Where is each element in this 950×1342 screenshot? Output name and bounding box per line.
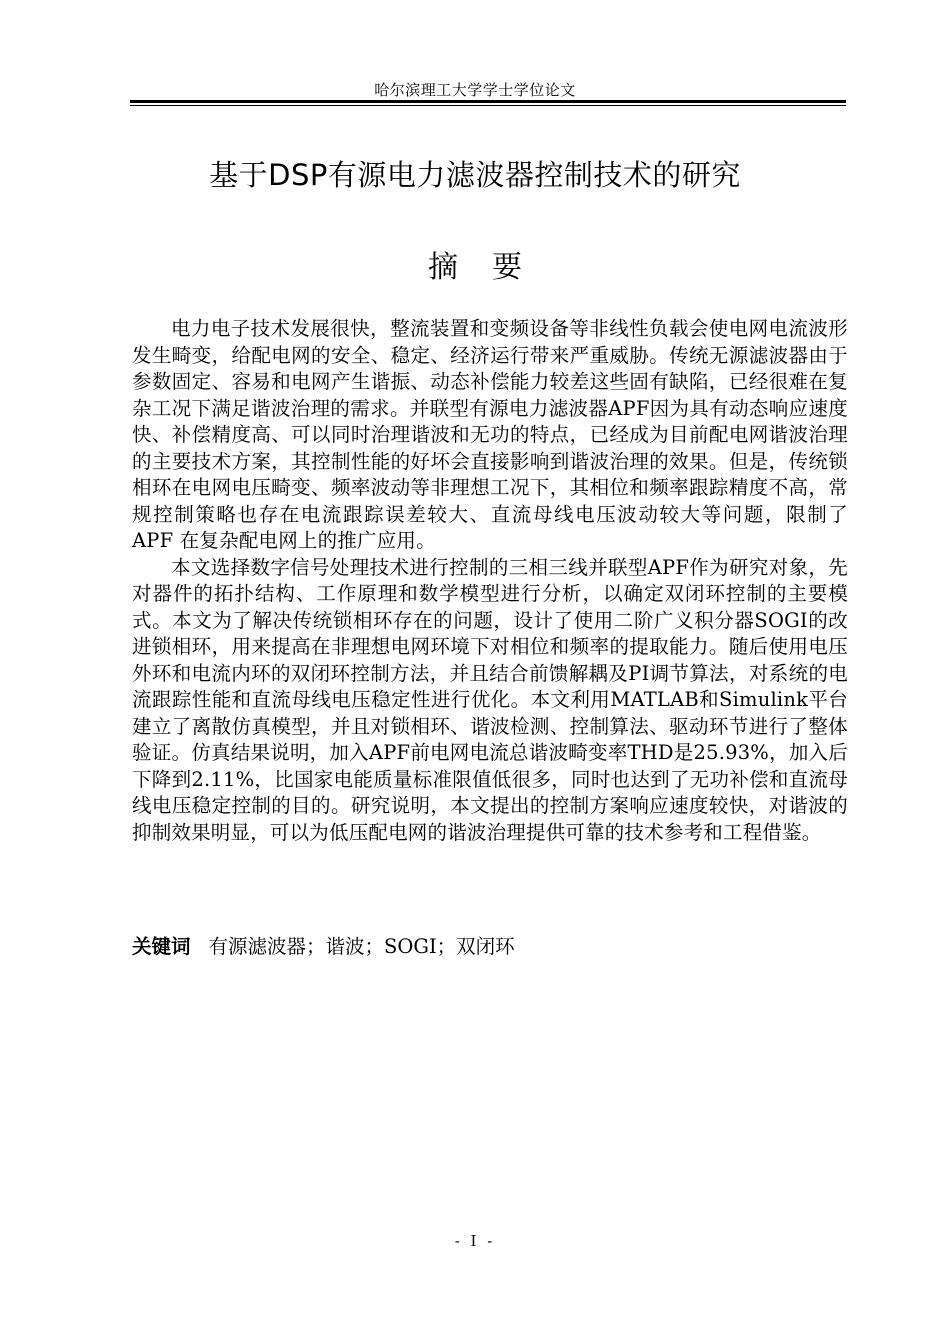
keywords-line xyxy=(132,934,848,960)
header-rule-thick xyxy=(130,100,846,103)
running-header: 哈尔滨理工大学学士学位论文 xyxy=(374,81,576,99)
abstract-paragraph-2: 本文选择数字信号处理技术进行控制的三相三线并联型APF作为研究对象，先对器件的拓扑结构、工作原理和数学模型进行分析，以确定双闭环控制的主要模式。本文为了解决传统锁相环存在的问题，设计了使用二阶广义积分器SOGI的改进锁相环，用来提高在非理想电网环境下对相位和频率的提取能力。随后使用电压外环和电流内环的双闭环控制方法，并且结合前馈解耦及PI调节算法，对系统的电流跟踪性能和直流母线电压稳定性进行优化。本文利用MATLAB和Simulink平台建立了离散仿真模型，并且对锁相环、谐波检测、控制算法、驱动环节进行了整体验证。仿真结果说明，加入APF前电网电流总谐波畸变率THD是25.93%，加入后下降到2.11%，比国家电能质量标准限值低很多，同时也达到了无功补偿和直流母线电压稳定控制的目的。研究说明，本文提出的控制方案响应速度较快，对谐波的抑制效果明显，可以为低压配电网的谐波治理提供可靠的技术参考和工程借鉴。 xyxy=(132,555,848,844)
abstract-paragraph-1: 电力电子技术发展很快，整流装置和变频设备等非线性负载会使电网电流波形发生畸变，给配电网的安全、稳定、经济运行带来严重威胁。传统无源滤波器由于参数固定、容易和电网产生谐振、动态补偿能力较差这些固有缺陷，已经很难在复杂工况下满足谐波治理的需求。并联型有源电力滤波器APF因为具有动态响应速度快、补偿精度高、可以同时治理谐波和无功的特点，已经成为目前配电网谐波治理的主要技术方案，其控制性能的好坏会直接影响到谐波治理的效果。但是，传统锁相环在电网电压畸变、频率波动等非理想工况下，其相位和频率跟踪精度不高，常规控制策略也存在电流跟踪误差较大、直流母线电压波动较大等问题，限制了 APF 在复杂配电网上的推广应用。 xyxy=(132,317,848,552)
keywords-list: 有源滤波器；谐波；SOGI；双闭环 xyxy=(208,935,515,958)
abstract-body xyxy=(132,316,848,846)
document-title: 基于DSP有源电力滤波器控制技术的研究 xyxy=(209,158,741,192)
keywords-label: 关键词 xyxy=(132,935,191,958)
page-number: - I - xyxy=(454,1232,496,1250)
abstract-heading: 摘要 xyxy=(428,250,556,285)
header-rule-thin xyxy=(130,105,846,106)
